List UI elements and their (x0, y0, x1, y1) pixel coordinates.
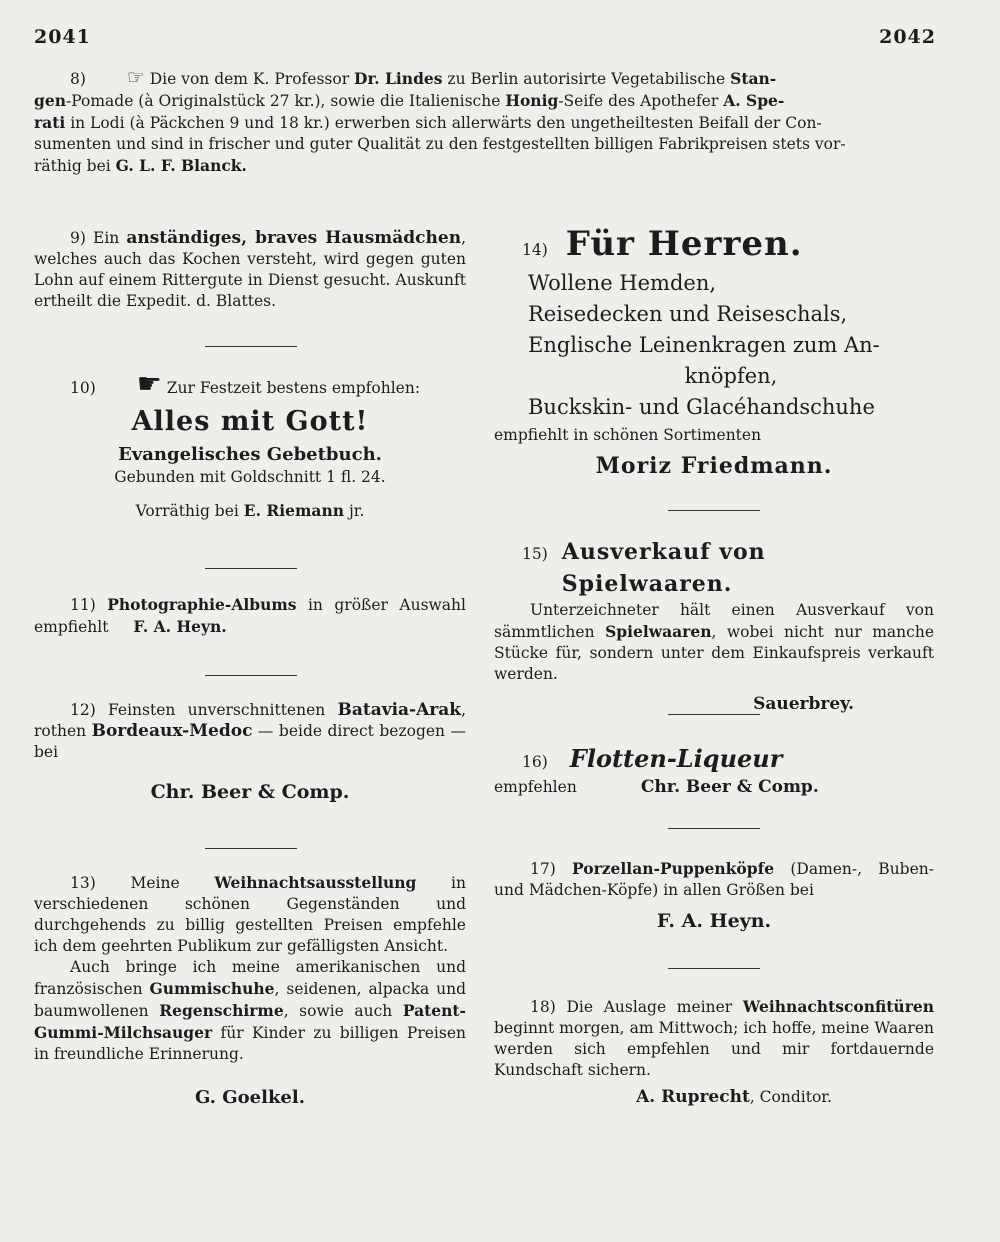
ad-8-signer: G. L. F. Blanck. (115, 156, 247, 175)
ad-11-signer: F. A. Heyn. (133, 617, 227, 636)
ad-9-headline: anständiges, braves Hausmädchen (126, 228, 462, 248)
ad-11-text (34, 594, 466, 638)
ad-15-title: Ausverkauf von Spielwaaren. (561, 539, 766, 597)
ad-8-name-lindes: Dr. Lindes (354, 69, 443, 88)
ad-14 (494, 222, 934, 482)
ad-18-signer-role: , Conditor. (749, 1088, 832, 1106)
ad-12-text-e: — beide direct bezogen — bei (34, 722, 466, 761)
ad-14-header (494, 222, 934, 266)
divider (668, 828, 760, 829)
ad-17 (494, 858, 934, 935)
ad-16 (494, 742, 934, 798)
ad-12-text (34, 700, 466, 763)
ad-14-item: Wollene Hemden, (528, 271, 717, 295)
ad-11 (34, 594, 466, 638)
ad-number: 10) (70, 379, 96, 397)
ad-8-line-2 (34, 90, 934, 112)
ad-13-text: Meine (130, 874, 215, 892)
divider (205, 568, 297, 569)
ad-18-signer: A. Ruprecht (636, 1087, 750, 1107)
ad-8-text: -Pomade (à Originalstück 27 kr.), sowie die Italienische (65, 92, 506, 110)
ad-number: 9) (70, 229, 86, 247)
ad-15-product: Spielwaaren (605, 622, 712, 641)
pointing-hand-icon: ☛ (136, 367, 162, 400)
ad-18-text-a: Die Auslage meiner (566, 998, 743, 1016)
ad-number: 17) (530, 860, 556, 878)
ad-10-subtitle: Evangelisches Gebetbuch. (118, 444, 382, 465)
ad-8 (34, 65, 934, 177)
ad-18-text-c: beginnt morgen, am Mittwoch; ich hoffe, meine Waaren werden sich empfehlen und mir fortdauernde Kundschaft sichern. (494, 1019, 934, 1079)
page-number-left: 2041 (34, 26, 91, 48)
ad-10-lead (34, 367, 466, 400)
ad-13-text: für Kinder zu billigen Preisen in freundliche Erinnerung. (34, 1024, 466, 1063)
ad-8-text: zu Berlin autorisirte Vegetabilische (442, 70, 731, 88)
ad-12-signer: Chr. Beer & Comp. (150, 781, 350, 803)
ad-13-product: Patent-Gummi-Milchsauger (34, 1001, 466, 1042)
ad-8-text: -Seife des Apothefer (558, 92, 724, 110)
ad-10-stock (34, 500, 466, 522)
ad-8-text: in Lodi (à Päckchen 9 und 18 kr.) erwerben sich allerwärts den ungetheiltesten Beifall der Con- (65, 114, 822, 132)
ad-13-p2 (34, 957, 466, 1065)
divider (205, 848, 297, 849)
ad-10-stock-text: Vorräthig bei (135, 502, 244, 520)
divider (668, 968, 760, 969)
ad-10 (34, 367, 466, 522)
ad-number: 15) (522, 545, 548, 563)
ad-number: 13) (70, 874, 96, 892)
ad-13-product: Regenschirme (159, 1001, 284, 1020)
ad-10-binding: Gebunden mit Goldschnitt 1 fl. 24. (114, 468, 386, 486)
ad-14-title: Für Herren. (565, 224, 803, 264)
ad-10-title: Alles mit Gott! (131, 406, 369, 437)
divider (205, 675, 297, 676)
ad-10-signer: E. Riemann (243, 501, 345, 520)
ad-13-text: , sowie auch (283, 1002, 403, 1020)
ad-14-signer: Moriz Friedmann. (595, 453, 833, 479)
ad-16-signer: Chr. Beer & Comp. (640, 777, 819, 797)
ad-number: 8) (70, 70, 86, 88)
ad-14-item: Reisedecken und Reiseschals, (528, 302, 848, 326)
ad-12 (34, 700, 466, 805)
divider (205, 346, 297, 347)
ad-18-text (494, 996, 934, 1081)
ad-12-text-c: , rothen (34, 701, 466, 740)
ad-number: 14) (522, 241, 548, 259)
ad-12-product: Bordeaux-Medoc (91, 721, 253, 741)
ad-13-text: , seidenen, alpacka und baumwollenen (34, 980, 467, 1020)
ad-14-item: Englische Leinenkragen zum An- (528, 333, 880, 357)
ad-16-body (494, 776, 934, 798)
ad-number: 18) (530, 998, 556, 1016)
ad-14-item: Buckskin- und Glacéhandschuhe (528, 395, 875, 419)
ad-16-header (494, 742, 934, 776)
ad-10-lead-text: Zur Festzeit bestens empfohlen: (166, 379, 421, 397)
ad-8-product: Stan- (730, 69, 777, 88)
ad-16-text: empfehlen (494, 778, 577, 796)
page-number-right: 2042 (879, 26, 936, 48)
ad-13-product: Gummischuhe (149, 979, 275, 998)
ad-9-text (34, 228, 466, 312)
ad-8-line-3 (34, 112, 934, 134)
ad-15-text-a: Unterzeichneter hält einen Ausverkauf von sämmtlichen (494, 601, 934, 641)
ad-14-note: empfiehlt in schönen Sortimenten (494, 426, 762, 444)
ad-18 (494, 996, 934, 1108)
ad-11-text-b: in größer Auswahl empfiehlt (34, 596, 466, 636)
ad-8-product: gen (34, 91, 66, 110)
ad-8-line-1 (34, 65, 934, 90)
divider (668, 714, 760, 715)
ad-17-product: Porzellan-Puppenköpfe (572, 859, 775, 878)
ad-16-title: Flotten-Liqueur (569, 744, 783, 773)
ad-17-signer: F. A. Heyn. (656, 910, 772, 932)
divider (668, 510, 760, 511)
ad-9-text-c: , welches auch das Kochen versteht, wird gegen guten Lohn auf einem Rittergute in Dienst gesucht. Auskunft ertheilt die Expedit. d. Blattes. (34, 229, 466, 310)
ad-13-text: Auch bringe ich meine amerikanischen und französischen (34, 958, 466, 998)
ad-15-text-c: , wobei nicht nur manche Stücke für, sondern unter dem Einkaufspreis verkauft werden. (494, 623, 934, 683)
ad-13-p1 (34, 872, 466, 957)
ad-13-headline: Weihnachtsausstellung (214, 873, 417, 892)
ad-9-text-a: Ein (93, 229, 127, 247)
pointing-hand-icon: ☞ (126, 65, 145, 89)
ad-13-signer: G. Goelkel. (195, 1087, 305, 1108)
ad-12-product: Batavia-Arak (337, 700, 462, 720)
ad-10-stock-suffix: jr. (344, 502, 365, 520)
ad-18-product: Weihnachtsconfitüren (742, 997, 934, 1016)
ad-8-text: räthig bei (34, 157, 116, 175)
ad-18-signature (534, 1087, 934, 1108)
ad-number: 16) (522, 753, 548, 771)
ad-8-product: Honig (505, 91, 559, 110)
ad-12-text-a: Feinsten unverschnittenen (108, 701, 338, 719)
ad-14-items (528, 268, 934, 423)
ad-15-header (494, 536, 934, 600)
ad-15-signer: Sauerbrey. (753, 694, 854, 714)
ad-8-line-5 (34, 155, 934, 177)
ad-13-text: in verschiedenen schönen Gegenständen und durchgehends zu billig gestellten Preisen empfehle ich dem geehrten Publikum zur gefälligsten Ansicht. (34, 874, 466, 955)
ad-14-item: knöpfen, (684, 364, 778, 388)
ad-8-name: rati (34, 113, 66, 132)
ad-8-line-4: sumenten und sind in frischer und guter Qualität zu den festgestellten billigen Fabrikpreisen stets vor- (34, 135, 846, 153)
ad-number: 12) (70, 701, 96, 719)
ad-8-text: Die von dem K. Professor (149, 70, 355, 88)
ad-13 (34, 872, 466, 1111)
ad-15 (494, 536, 934, 717)
ad-9 (34, 228, 466, 312)
ad-11-headline: Photographie-Albums (107, 595, 297, 614)
ad-17-text-b: (Damen-, Buben- und Mädchen-Köpfe) in allen Größen bei (494, 860, 934, 899)
ad-15-text (494, 600, 934, 685)
ad-number: 11) (70, 596, 96, 614)
ad-17-text (494, 858, 934, 901)
ad-8-name: A. Spe- (723, 91, 785, 110)
